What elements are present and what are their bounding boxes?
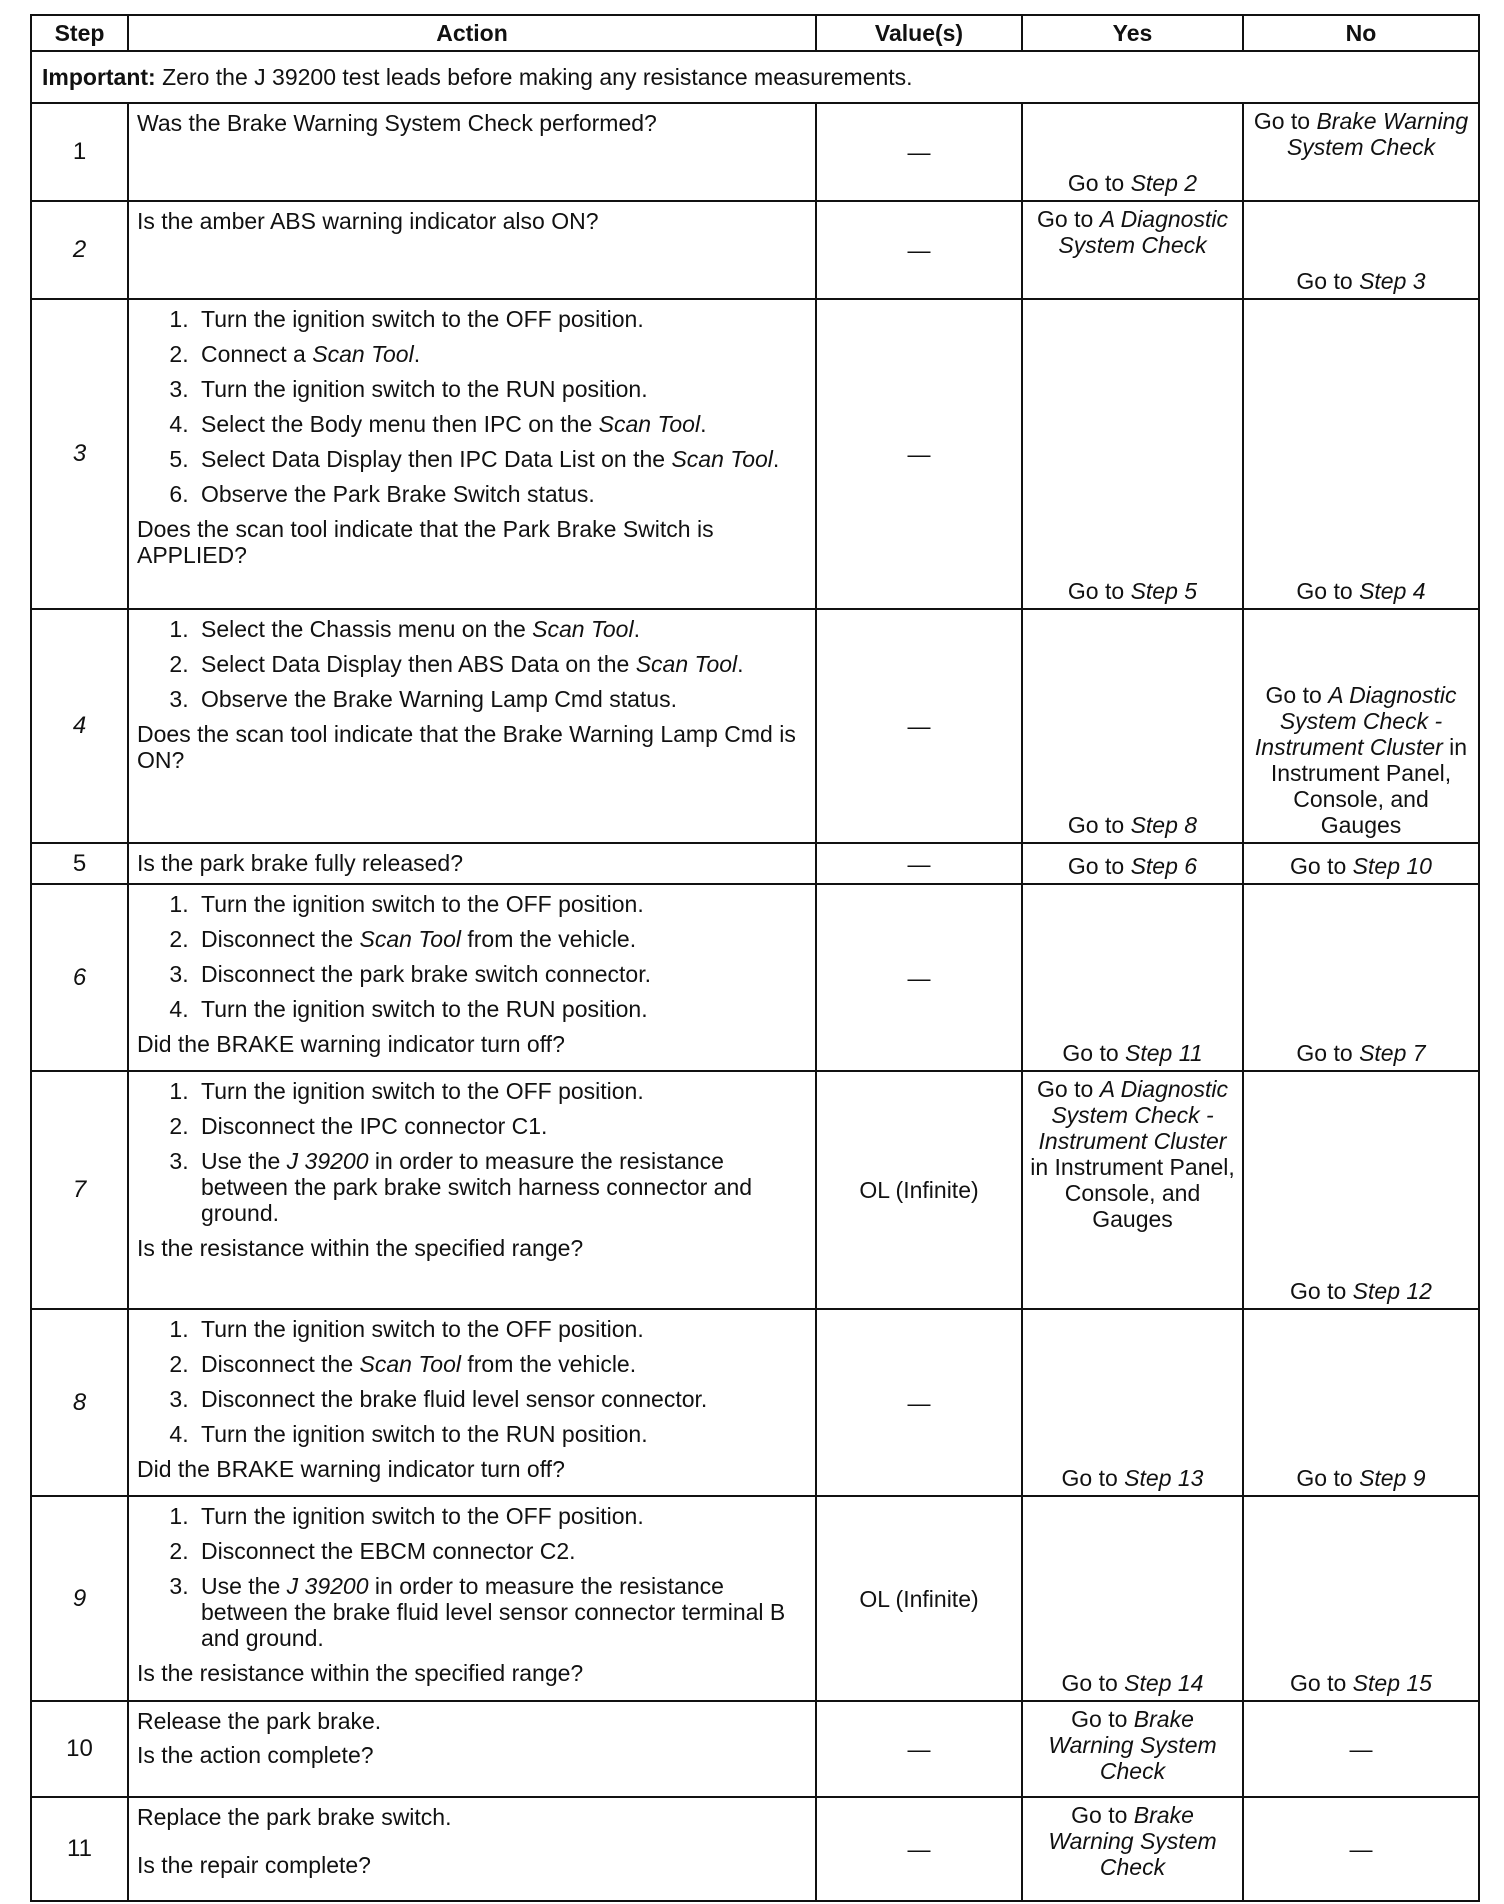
important-label: Important: [42, 64, 156, 90]
value-cell: — [816, 201, 1022, 299]
header-values: Value(s) [816, 15, 1022, 51]
value-cell: — [816, 1701, 1022, 1797]
action-step-item [195, 1148, 807, 1226]
value-cell: — [816, 884, 1022, 1071]
action-question: Is the park brake fully released? [137, 850, 464, 876]
action-cell [128, 609, 816, 843]
action-step-item [195, 926, 807, 952]
yes-goto: Go to [1071, 1802, 1134, 1828]
yes-cell [1022, 1701, 1243, 1797]
action-steps-list [137, 306, 807, 507]
step-number: 2 [31, 201, 128, 299]
action-step-text: Turn the ignition switch to the OFF position. [201, 1078, 644, 1104]
no-goto: Go to [1290, 1278, 1353, 1304]
yes-cell [1022, 609, 1243, 843]
action-question: Is the resistance within the specified range? [137, 1235, 584, 1261]
action-step-text: Turn the ignition switch to the RUN position. [201, 996, 648, 1022]
action-step-text: Observe the Park Brake Switch status. [201, 481, 595, 507]
action-cell [128, 1797, 816, 1901]
action-step-text: Disconnect the [201, 926, 360, 952]
action-step-item [195, 306, 807, 332]
step-row-9 [31, 1496, 1479, 1701]
value-cell: OL (Infinite) [816, 1071, 1022, 1309]
step-row-4 [31, 609, 1479, 843]
action-step-item [195, 1538, 807, 1564]
action-cell [128, 1701, 816, 1797]
action-step-text: Observe the Brake Warning Lamp Cmd status. [201, 686, 677, 712]
action-step-item [195, 1078, 807, 1104]
action-step-item [195, 891, 807, 917]
action-step-item [195, 1113, 807, 1139]
action-step-emphasis: Scan Tool [635, 651, 738, 677]
action-step-emphasis: J 39200 [286, 1148, 369, 1174]
action-steps-list [137, 1316, 807, 1447]
step-number: 10 [31, 1701, 128, 1797]
action-step-text: Disconnect the park brake switch connector. [201, 961, 652, 987]
action-step-text: Turn the ignition switch to the RUN position. [201, 376, 648, 402]
action-question: Was the Brake Warning System Check performed? [137, 110, 657, 136]
yes-goto: Go to [1071, 1706, 1134, 1732]
header-action: Action [128, 15, 816, 51]
action-cell [128, 103, 816, 201]
action-step-text-tail: in order to measure the resistance between the brake fluid level sensor connector terminal B and ground. [201, 1573, 786, 1651]
action-instruction: Replace the park brake switch. [137, 1804, 452, 1830]
no-cell [1243, 1496, 1479, 1701]
no-cell [1243, 299, 1479, 609]
no-cell [1243, 884, 1479, 1071]
value-cell: — [816, 1309, 1022, 1496]
action-step-text: Turn the ignition switch to the OFF position. [201, 891, 644, 917]
action-step-text: Use the [201, 1573, 287, 1599]
action-cell [128, 1071, 816, 1309]
no-cell [1243, 201, 1479, 299]
action-question: Does the scan tool indicate that the Park Brake Switch is APPLIED? [137, 516, 714, 568]
step-number: 1 [31, 103, 128, 201]
value-cell: — [816, 843, 1022, 884]
yes-step-link[interactable]: Step 6 [1130, 853, 1198, 879]
action-step-emphasis: J 39200 [286, 1573, 369, 1599]
step-number: 4 [31, 609, 128, 843]
yes-cell [1022, 103, 1243, 201]
header-row [31, 15, 1479, 51]
action-step-item [195, 1573, 807, 1651]
yes-cell [1022, 299, 1243, 609]
action-step-text-tail: in order to measure the resistance between the park brake switch harness connector and ground. [201, 1148, 753, 1226]
action-step-item [195, 481, 807, 507]
action-step-text: Select Data Display then ABS Data on the [201, 651, 636, 677]
action-step-item [195, 616, 807, 642]
yes-step-link[interactable]: Step 5 [1130, 578, 1198, 604]
action-step-item [195, 1316, 807, 1342]
yes-goto: Go to [1061, 1465, 1125, 1491]
value-cell: — [816, 1797, 1022, 1901]
action-step-emphasis: Scan Tool [359, 926, 461, 952]
no-goto: Go to [1296, 1465, 1360, 1491]
step-row-10 [31, 1701, 1479, 1797]
action-step-text: Connect a [201, 341, 313, 367]
important-note [31, 51, 1479, 103]
diagnostic-table [30, 14, 1480, 1902]
yes-procedure-link[interactable]: A Diagnostic System Check - Instrument Cluster [1038, 1076, 1228, 1154]
no-cell [1243, 1797, 1479, 1901]
step-row-7 [31, 1071, 1479, 1309]
no-step-link[interactable]: Step 9 [1359, 1465, 1426, 1491]
action-step-text: Select the Chassis menu on the [201, 616, 533, 642]
action-step-emphasis: Scan Tool [671, 446, 773, 472]
important-text: Zero the J 39200 test leads before making any resistance measurements. [155, 64, 913, 90]
action-cell [128, 299, 816, 609]
yes-step-link[interactable]: Step 2 [1130, 170, 1198, 196]
action-question: Is the repair complete? [137, 1852, 371, 1878]
action-step-item [195, 996, 807, 1022]
action-step-emphasis: Scan Tool [312, 341, 414, 367]
no-dash: — [1349, 1736, 1373, 1762]
no-goto: Go to [1290, 853, 1353, 879]
action-step-emphasis: Scan Tool [532, 616, 634, 642]
header-step: Step [31, 15, 128, 51]
no-dash: — [1349, 1836, 1373, 1862]
action-steps-list [137, 1503, 807, 1651]
action-step-text: Select the Body menu then IPC on the [201, 411, 599, 437]
action-step-item [195, 446, 807, 472]
yes-cell [1022, 1309, 1243, 1496]
action-step-item [195, 1386, 807, 1412]
action-step-text-tail: . [772, 446, 780, 472]
step-row-3 [31, 299, 1479, 609]
action-cell [128, 843, 816, 884]
step-row-5 [31, 843, 1479, 884]
yes-cell [1022, 1071, 1243, 1309]
action-question: Did the BRAKE warning indicator turn off? [137, 1456, 565, 1482]
yes-goto: Go to [1037, 1076, 1100, 1102]
action-step-text: Use the [201, 1148, 287, 1174]
action-step-item [195, 1503, 807, 1529]
action-step-text-tail: . [737, 651, 744, 677]
yes-goto: Go to [1061, 1670, 1125, 1696]
action-step-item [195, 1421, 807, 1447]
no-location: in Instrument Panel, Console, and Gauges [1270, 734, 1468, 838]
value-cell: — [816, 103, 1022, 201]
action-step-item [195, 376, 807, 402]
action-cell [128, 884, 816, 1071]
important-row [31, 51, 1479, 103]
action-cell [128, 1496, 816, 1701]
yes-procedure-link[interactable]: Brake Warning System Check [1048, 1706, 1217, 1784]
action-step-text-tail: from the vehicle. [460, 926, 637, 952]
action-step-text-tail: from the vehicle. [460, 1351, 637, 1377]
no-goto: Go to [1253, 108, 1317, 134]
step-number: 8 [31, 1309, 128, 1496]
action-step-text: Select Data Display then IPC Data List on the [201, 446, 672, 472]
yes-goto: Go to [1037, 206, 1100, 232]
yes-cell [1022, 1797, 1243, 1901]
action-step-emphasis: Scan Tool [598, 411, 701, 437]
yes-location: in Instrument Panel, Console, and Gauges [1030, 1154, 1235, 1232]
yes-goto: Go to [1067, 853, 1131, 879]
yes-procedure-link[interactable]: Brake Warning System Check [1048, 1802, 1217, 1880]
action-question: Is the resistance within the specified range? [137, 1660, 584, 1686]
action-question: Is the amber ABS warning indicator also ON? [137, 208, 599, 234]
no-cell [1243, 843, 1479, 884]
action-cell [128, 201, 816, 299]
no-step-link[interactable]: Step 3 [1359, 268, 1426, 294]
header-yes: Yes [1022, 15, 1243, 51]
yes-goto: Go to [1067, 578, 1131, 604]
action-step-text: Disconnect the IPC connector C1. [201, 1113, 548, 1139]
action-step-emphasis: Scan Tool [359, 1351, 461, 1377]
action-step-item [195, 411, 807, 437]
yes-goto: Go to [1062, 1040, 1126, 1066]
no-cell [1243, 609, 1479, 843]
action-step-text: Disconnect the [201, 1351, 360, 1377]
no-cell [1243, 1309, 1479, 1496]
no-goto: Go to [1296, 268, 1360, 294]
no-goto: Go to [1290, 1670, 1353, 1696]
yes-cell [1022, 884, 1243, 1071]
step-number: 7 [31, 1071, 128, 1309]
action-cell [128, 1309, 816, 1496]
no-step-link[interactable]: Step 7 [1359, 1040, 1426, 1066]
action-step-text: Turn the ignition switch to the RUN position. [201, 1421, 648, 1447]
step-row-11 [31, 1797, 1479, 1901]
no-step-link[interactable]: Step 15 [1352, 1670, 1432, 1696]
step-row-6 [31, 884, 1479, 1071]
action-step-text-tail: . [633, 616, 640, 642]
yes-step-link[interactable]: Step 13 [1124, 1465, 1204, 1491]
action-step-item [195, 961, 807, 987]
yes-goto: Go to [1067, 170, 1131, 196]
action-question: Is the action complete? [137, 1742, 374, 1768]
action-steps-list [137, 1078, 807, 1226]
yes-cell [1022, 201, 1243, 299]
yes-step-link[interactable]: Step 14 [1124, 1670, 1204, 1696]
yes-cell [1022, 843, 1243, 884]
no-step-link[interactable]: Step 10 [1352, 853, 1432, 879]
action-steps-list [137, 891, 807, 1022]
no-cell [1243, 1701, 1479, 1797]
step-number: 11 [31, 1797, 128, 1901]
no-step-link[interactable]: Step 12 [1352, 1278, 1432, 1304]
yes-step-link[interactable]: Step 11 [1125, 1040, 1203, 1066]
action-step-text: Disconnect the EBCM connector C2. [201, 1538, 576, 1564]
diagnostic-table-sheet [30, 14, 1478, 1902]
action-question: Did the BRAKE warning indicator turn off? [137, 1031, 565, 1057]
action-question: Does the scan tool indicate that the Brake Warning Lamp Cmd is ON? [137, 721, 796, 773]
yes-goto: Go to [1067, 812, 1131, 838]
action-step-item [195, 686, 807, 712]
action-step-text-tail: . [700, 411, 707, 437]
step-number: 3 [31, 299, 128, 609]
yes-step-link[interactable]: Step 8 [1130, 812, 1198, 838]
value-cell: OL (Infinite) [816, 1496, 1022, 1701]
no-goto: Go to [1296, 1040, 1360, 1066]
step-row-2 [31, 201, 1479, 299]
action-step-text: Disconnect the brake fluid level sensor connector. [201, 1386, 708, 1412]
no-cell [1243, 1071, 1479, 1309]
step-row-8 [31, 1309, 1479, 1496]
step-number: 5 [31, 843, 128, 884]
action-step-item [195, 651, 807, 677]
no-cell [1243, 103, 1479, 201]
action-step-item [195, 1351, 807, 1377]
step-row-1 [31, 103, 1479, 201]
no-procedure-link[interactable]: A Diagnostic System Check - Instrument Cluster [1254, 682, 1457, 760]
yes-procedure-link[interactable]: A Diagnostic System Check [1058, 206, 1228, 258]
action-step-text: Turn the ignition switch to the OFF position. [201, 306, 644, 332]
header-no: No [1243, 15, 1479, 51]
action-step-text: Turn the ignition switch to the OFF position. [201, 1503, 644, 1529]
yes-cell [1022, 1496, 1243, 1701]
step-number: 9 [31, 1496, 128, 1701]
no-goto: Go to [1296, 578, 1360, 604]
step-number: 6 [31, 884, 128, 1071]
action-step-item [195, 341, 807, 367]
no-step-link[interactable]: Step 4 [1359, 578, 1426, 604]
action-instruction: Release the park brake. [137, 1708, 382, 1734]
action-steps-list [137, 616, 807, 712]
no-goto: Go to [1265, 682, 1329, 708]
action-step-text-tail: . [413, 341, 421, 367]
no-procedure-link[interactable]: Brake Warning System Check [1286, 108, 1469, 160]
value-cell: — [816, 299, 1022, 609]
action-step-text: Turn the ignition switch to the OFF position. [201, 1316, 644, 1342]
value-cell: — [816, 609, 1022, 843]
